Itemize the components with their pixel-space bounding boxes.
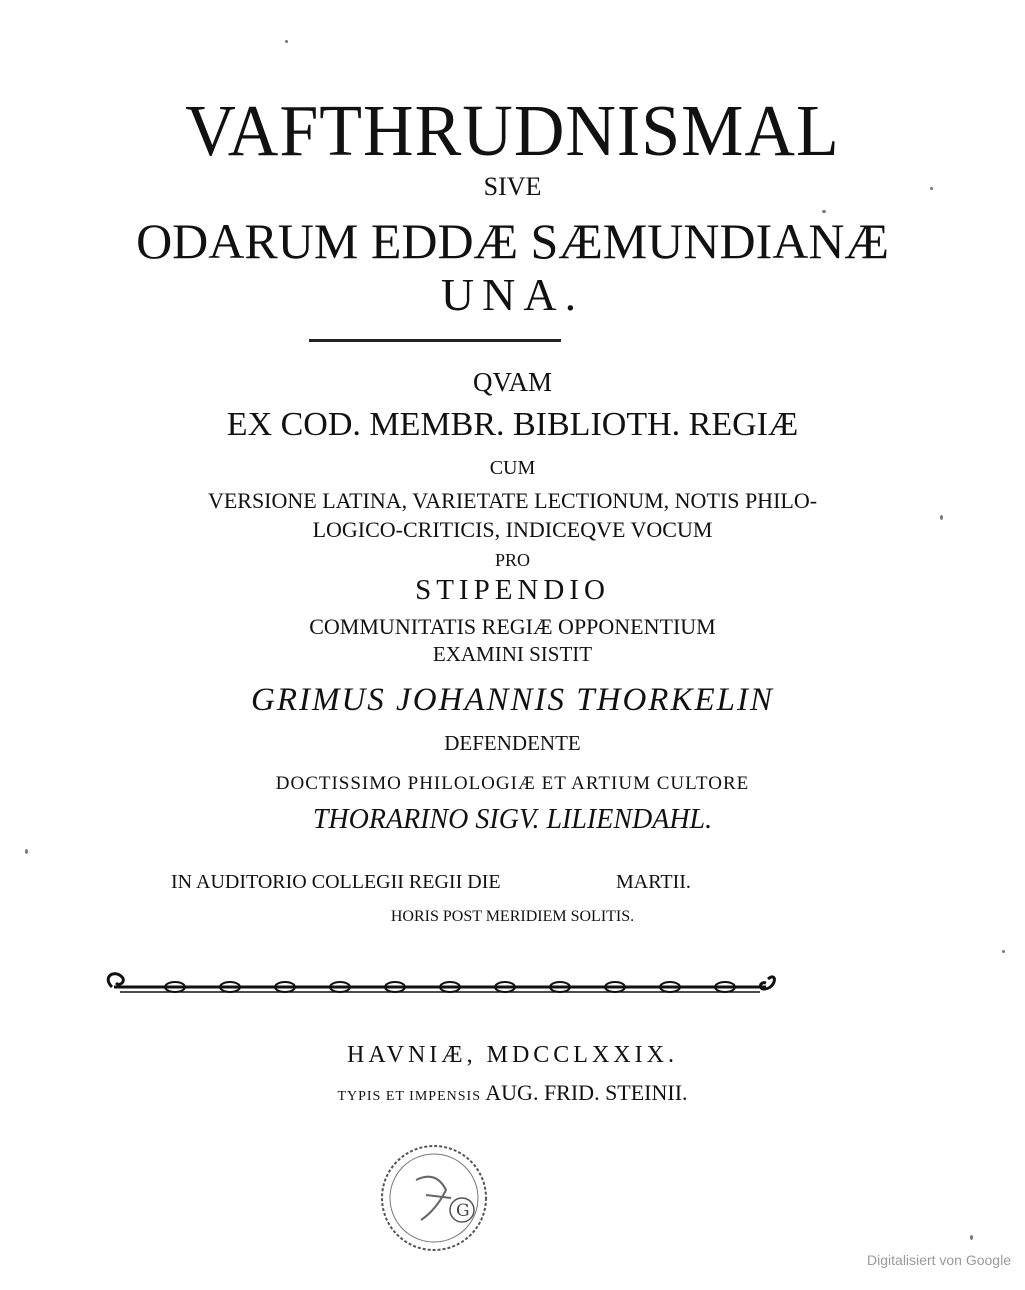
source-line: EX COD. MEMBR. BIBLIOTH. REGIÆ <box>226 406 799 443</box>
defendente-line: DEFENDENTE <box>444 731 581 755</box>
communitatis-line: COMMUNITATIS REGIÆ OPPONENTIUM <box>309 614 716 639</box>
horis-line: HORIS POST MERIDIEM SOLITIS. <box>390 908 635 925</box>
digitization-watermark: Digitalisiert von Google <box>867 1252 1011 1268</box>
stamp-letter: G <box>456 1201 470 1221</box>
speck <box>930 187 933 190</box>
author-name: GRIMUS JOHANNIS THORKELIN <box>251 682 774 718</box>
imprint-printer-line <box>0 1080 1025 1106</box>
examini-line: EXAMINI SISTIT <box>432 642 593 666</box>
title-rule-divider <box>309 339 561 342</box>
speck <box>940 515 943 520</box>
speck <box>822 210 826 213</box>
auditorio-line: IN AUDITORIO COLLEGII REGII DIE <box>171 871 501 893</box>
speck <box>970 1235 973 1240</box>
version-line-2: LOGICO-CRITICIS, INDICEQVE VOCUM <box>312 517 713 542</box>
speck <box>285 40 288 43</box>
quam-line: QVAM <box>472 367 553 397</box>
title-line-3: ODARUM EDDÆ SÆMUNDIANÆ <box>136 213 889 269</box>
library-stamp-icon <box>376 1140 492 1256</box>
pro-line: PRO <box>494 550 530 570</box>
speck <box>1002 950 1005 953</box>
imprint-typis-prefix: TYPIS ET IMPENSIS <box>337 1089 481 1104</box>
ornamental-border-icon <box>100 965 780 1005</box>
title-line-2: SIVE <box>483 172 542 201</box>
martii-word: MARTII. <box>616 871 691 893</box>
title-line-4: UNA. <box>440 269 585 320</box>
defender-name: THORARINO SIGV. LILIENDAHL. <box>312 804 713 835</box>
version-line-1: VERSIONE LATINA, VARIETATE LECTIONUM, NOTIS PHILO- <box>207 488 818 513</box>
stipendio-line: STIPENDIO <box>415 574 610 606</box>
speck <box>25 849 28 854</box>
cum-line: CUM <box>489 457 536 479</box>
doctissimo-line: DOCTISSIMO PHILOLOGIÆ ET ARTIUM CULTORE <box>275 773 750 794</box>
imprint-place-year: HAVNIÆ, MDCCLXXIX. <box>347 1042 678 1068</box>
imprint-printer-name: AUG. FRID. STEINII. <box>485 1080 688 1105</box>
title-line-1: VAFTHRUDNISMAL <box>185 91 840 172</box>
